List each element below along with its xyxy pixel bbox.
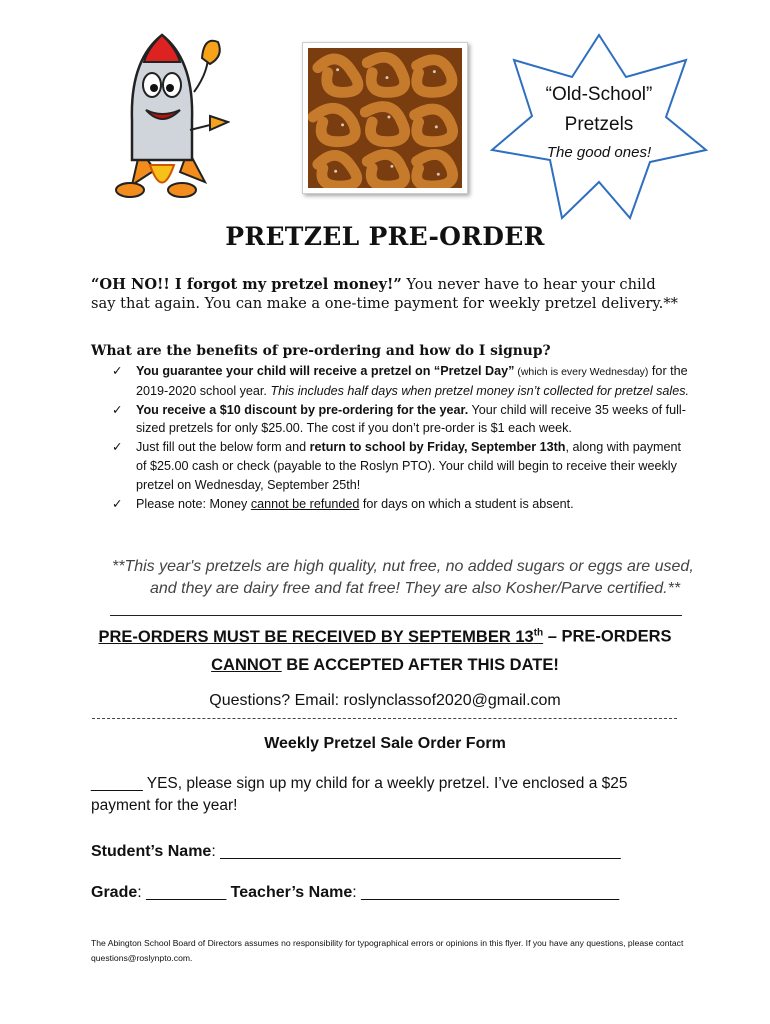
benefit-text: for days on which a student is absent. xyxy=(359,496,574,511)
benefit-text: Your child will receive 35 weeks of full-sized pretzels for only $25.00. The cost if you don’t pre-order is $1 each week. xyxy=(136,402,686,436)
teacher-name-blank[interactable]: : _____________________________ xyxy=(352,884,620,901)
student-name-blank[interactable]: : _____________________________________________ xyxy=(211,843,621,860)
checkmark-icon: ✓ xyxy=(112,402,123,417)
grade-teacher-row xyxy=(91,884,619,902)
disclaimer: The Abington School Board of Directors assumes no responsibility for typographical errors or opinions in this flyer. If you have any questions, please contact questions@roslynpto.com. xyxy=(91,938,684,963)
star-line-2: Pretzels xyxy=(564,114,634,135)
intro-text: You never have to hear your child say that again. You can make a one-time payment for weekly pretzel delivery.** xyxy=(91,276,678,312)
yes-signup-line[interactable]: ______ YES, please sign up my child for a weekly pretzel. I’ve enclosed a $25 payment for the year! xyxy=(91,775,628,814)
benefit-item xyxy=(112,401,692,439)
star-line-3: The good ones! xyxy=(546,144,652,161)
star-line-1: “Old-School” xyxy=(545,84,653,105)
student-name-label: Student’s Name xyxy=(91,843,212,860)
grade-label: Grade xyxy=(91,884,138,901)
rocket-mascot-illustration xyxy=(110,30,230,198)
quality-note xyxy=(112,556,712,600)
questions-email: Questions? Email: roslynclassof2020@gmail.com xyxy=(209,692,561,709)
benefit-small: (which is every Wednesday) xyxy=(514,366,649,378)
intro-paragraph xyxy=(91,275,681,313)
deadline-line-2: BE ACCEPTED AFTER THIS DATE! xyxy=(281,655,559,674)
benefit-underline: cannot be refunded xyxy=(250,496,360,511)
form-title: Weekly Pretzel Sale Order Form xyxy=(264,735,506,752)
benefit-text: for the 2019-2020 school year. xyxy=(136,364,688,398)
student-name-field[interactable] xyxy=(91,843,621,861)
checkmark-icon: ✓ xyxy=(112,496,123,511)
cut-line xyxy=(92,718,677,719)
benefit-italic: This includes half days when pretzel money isn’t collected for pretzel sales. xyxy=(270,383,690,398)
deadline-sup: th xyxy=(533,627,544,638)
quality-note-line-1: **This year's pretzels are high quality, nut free, no added sugars or eggs are used, xyxy=(112,558,694,575)
benefit-bold: You guarantee your child will receive a pretzel on “Pretzel Day” xyxy=(136,364,515,378)
pretzel-photo xyxy=(302,42,468,194)
deadline-cannot: CANNOT xyxy=(211,655,282,674)
benefit-item xyxy=(112,438,692,494)
benefit-bold: You receive a $10 discount by pre-ordering for the year. xyxy=(136,402,469,417)
grade-blank[interactable]: : _________ xyxy=(137,884,231,901)
benefit-text: Please note: Money xyxy=(136,496,251,511)
deadline-notice xyxy=(0,619,770,679)
checkmark-icon: ✓ xyxy=(112,364,123,378)
deadline-line-1-end: – PRE-ORDERS xyxy=(543,627,672,646)
divider-line xyxy=(110,615,682,616)
quality-note-line-2: and they are dairy free and fat free! They are also Kosher/Parve certified.** xyxy=(150,580,681,597)
teacher-name-label: Teacher’s Name xyxy=(230,884,353,901)
page-title: PRETZEL PRE-ORDER xyxy=(225,222,545,251)
benefit-bold: return to school by Friday, September 13th xyxy=(309,440,566,455)
intro-bold: “OH NO!! I forgot my pretzel money!” xyxy=(91,276,402,293)
benefit-text: , along with payment of $25.00 cash or check (payable to the Roslyn PTO). Your child will begin to receive their weekly pretzel on Wednesday, September 25th! xyxy=(136,440,682,492)
benefit-text: Just fill out the below form and xyxy=(136,440,310,455)
deadline-line-1: PRE-ORDERS MUST BE RECEIVED BY SEPTEMBER 13 xyxy=(98,627,534,646)
benefits-list xyxy=(112,362,692,513)
checkmark-icon: ✓ xyxy=(112,440,123,455)
benefit-item xyxy=(112,495,692,514)
benefit-item xyxy=(112,362,692,401)
benefits-heading: What are the benefits of pre-ordering and how do I signup? xyxy=(91,343,551,359)
